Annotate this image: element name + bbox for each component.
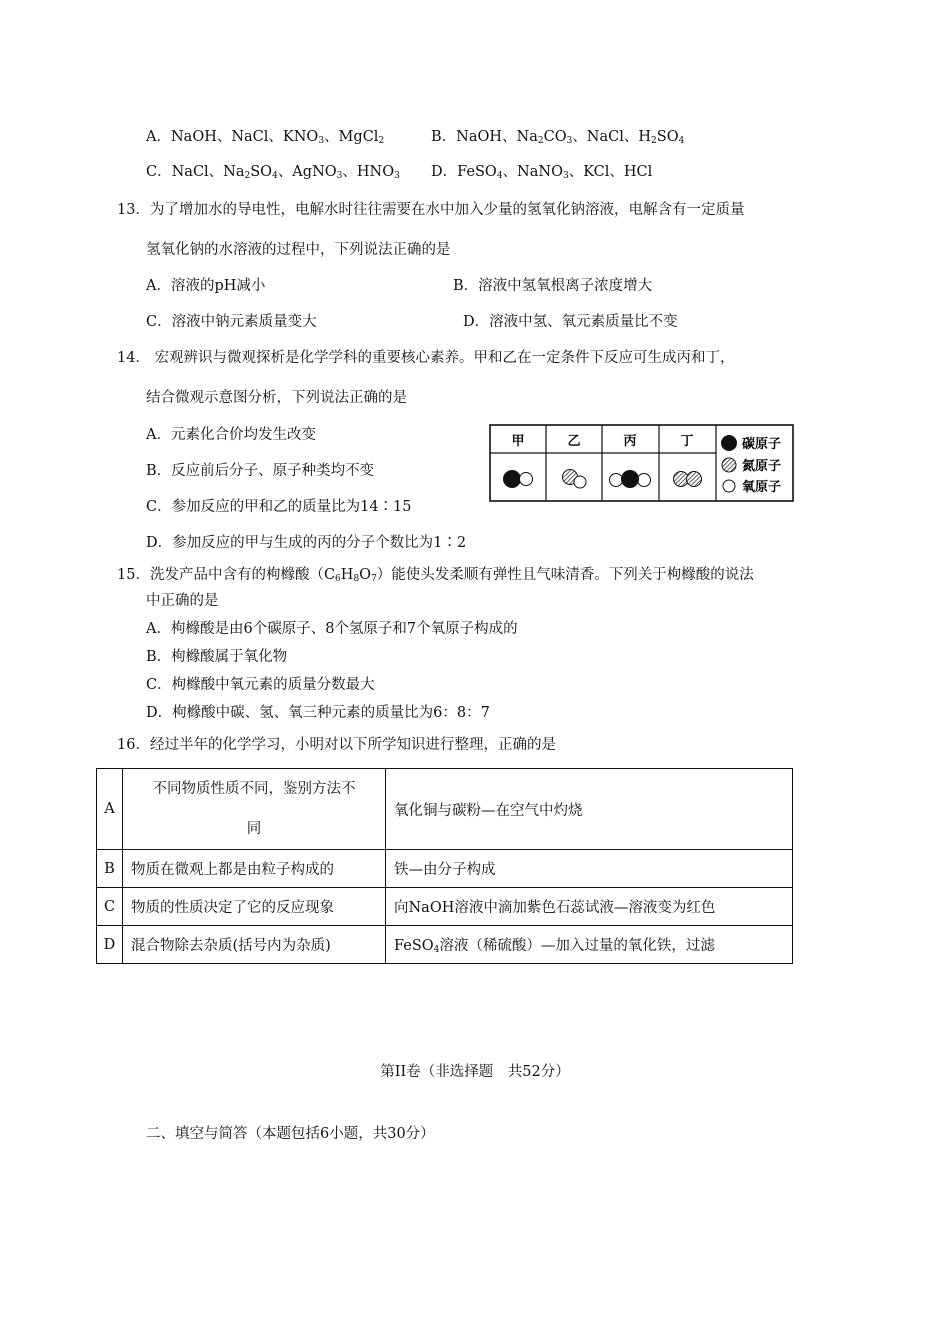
q15-option-c: C．枸橼酸中氧元素的质量分数最大 [146,677,375,693]
row-left: 物质的性质决定了它的反应现象 [123,888,386,926]
molecule-bing [610,471,651,488]
q13-stem: 13．为了增加水的导电性，电解水时往往需要在水中加入少量的氢氧化钠溶液，电解含有一定质量 [117,202,745,218]
q14-stem-line2: 结合微观示意图分析，下列说法正确的是 [146,390,407,406]
diagram-header-jia: 甲 [511,434,525,449]
row-key: C [97,888,123,926]
q13-option-d: D．溶液中氢、氧元素质量比不变 [463,314,678,330]
row-right: 铁—由分子构成 [386,850,793,888]
q15-option-a: A．枸橼酸是由6个碳原子、8个氢原子和7个氧原子构成的 [146,621,518,637]
row-key: D [97,926,123,964]
table-row [97,769,793,850]
q14-option-d: D．参加反应的甲与生成的丙的分子个数比为1∶2 [146,535,467,551]
diagram-header-yi: 乙 [567,434,581,449]
diagram-legend [721,435,781,495]
q12-option-d: D．FeSO$_4$、NaNO$_3$、KCl、HCl [431,164,653,181]
molecule-ding [674,472,702,487]
q14-option-b: B．反应前后分子、原子种类均不变 [146,463,375,479]
molecule-yi [563,470,587,489]
row-right: FeSO$_4$溶液（稀硫酸）—加入过量的氧化铁，过滤 [386,926,793,964]
carbon-atom-icon [721,435,737,451]
row-key: A [97,769,123,850]
q15-option-b: B．枸橼酸属于氧化物 [146,649,288,665]
q12-option-a: A．NaOH、NaCl、$KNO_3$、MgCl$_2$ [146,129,385,146]
legend-nitrogen: 氮原子 [742,459,782,474]
legend-carbon: 碳原子 [742,437,782,452]
row-right: 向NaOH溶液中滴加紫色石蕊试液—溶液变为红色 [386,888,793,926]
row-left: 混合物除去杂质(括号内为杂质) [123,926,386,964]
table-row [97,888,793,926]
q15-stem-line2: 中正确的是 [146,593,219,609]
row-left: 物质在微观上都是由粒子构成的 [123,850,386,888]
q13-option-b: B．溶液中氢氧根离子浓度增大 [453,278,653,294]
section-title: 第II卷（非选择题 共52分） [380,1064,570,1080]
row-key: B [97,850,123,888]
q16-table [96,768,793,964]
legend-oxygen: 氧原子 [742,480,782,495]
nitrogen-atom-icon [722,458,736,472]
diagram-header-ding: 丁 [680,434,694,449]
q12-option-b: B．NaOH、$Na_2CO_3$、NaCl、$H_2SO_4$ [431,129,685,146]
section-heading: 二、填空与简答（本题包括6小题，共30分） [146,1126,435,1142]
q15-option-d: D．枸橼酸中碳、氢、氧三种元素的质量比为6：8：7 [146,705,490,721]
row-left: 不同物质性质不同，鉴别方法不 同 [123,769,386,850]
q15-stem: 15．洗发产品中含有的枸橼酸$(C_6H_8O_7)$能使头发柔顺有弹性且气味清香。下列关于枸橼酸的说法 [117,567,754,584]
table-row [97,850,793,888]
molecule-jia [504,471,533,488]
q14-stem: 14． 宏观辨识与微观探析是化学学科的重要核心素养。甲和乙在一定条件下反应可生成丙和丁， [117,350,735,366]
diagram-header-bing: 丙 [623,434,637,449]
table-row [97,926,793,964]
row-right: 氧化铜与碳粉—在空气中灼烧 [386,769,793,850]
q13-stem-line2: 氢氧化钠的水溶液的过程中，下列说法正确的是 [146,242,451,258]
reaction-diagram [489,424,797,504]
oxygen-atom-icon [723,480,735,492]
q14-option-a: A．元素化合价均发生改变 [146,427,316,443]
q13-option-c: C．溶液中钠元素质量变大 [146,314,317,330]
q14-option-c: C．参加反应的甲和乙的质量比为14∶15 [146,499,412,515]
q12-option-c: C．NaCl、$Na_2SO_4$、AgNO$_3$、$HNO_3$ [146,164,400,181]
q13-option-a: A．溶液的pH减小 [146,278,266,294]
q16-stem: 16．经过半年的化学学习，小明对以下所学知识进行整理，正确的是 [117,737,556,753]
